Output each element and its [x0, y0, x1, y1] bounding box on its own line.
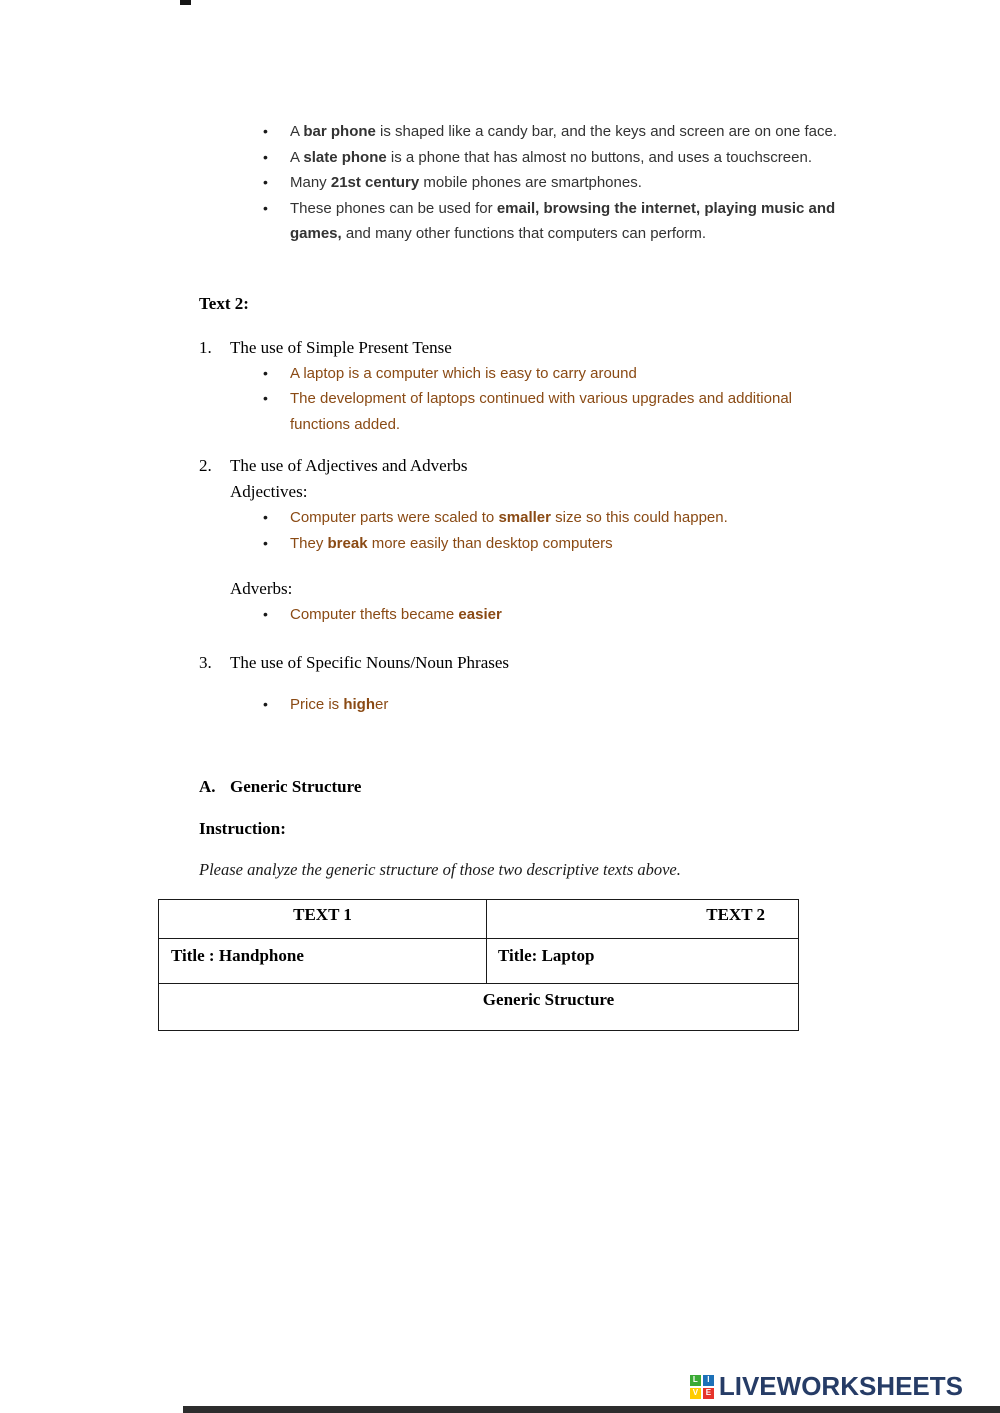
numbered-item-1 — [199, 335, 889, 361]
item-number: 2. — [199, 456, 212, 475]
bullet-text: Price is higher — [290, 695, 389, 713]
bullet-icon: • — [263, 509, 268, 525]
item-label: The use of Simple Present Tense — [230, 337, 452, 357]
bullet-text: Computer thefts became easier — [290, 606, 502, 623]
liveworksheets-wordmark: LIVEWORKSHEETS — [718, 1371, 963, 1401]
text2-heading: Text 2: — [199, 293, 249, 313]
bullet-text: The development of laptops continued with various upgrades and additional functions added. — [290, 390, 793, 433]
list-item — [262, 196, 847, 247]
bullet-icon: • — [263, 390, 268, 406]
logo-square-e: E — [703, 1388, 714, 1399]
list-item — [262, 505, 847, 531]
bullet-icon: • — [263, 148, 268, 165]
item-label: The use of Specific Nouns/Noun Phrases — [230, 652, 510, 672]
table-title-row — [159, 939, 798, 984]
bullet-icon: • — [263, 174, 268, 190]
bullet-icon: • — [263, 123, 268, 139]
list-item — [262, 170, 847, 196]
item-1-bullet-list — [262, 361, 847, 438]
numbered-item-2 — [199, 453, 889, 479]
logo-square-v: V — [690, 1388, 701, 1399]
logo-square-i: I — [703, 1375, 714, 1386]
bullet-icon: • — [263, 364, 268, 381]
page-edge-artifact-top — [180, 0, 191, 5]
bullet-text: Many 21st century mobile phones are smartphones. — [290, 174, 642, 191]
list-item — [262, 602, 847, 628]
item-label: The use of Adjectives and Adverbs — [230, 456, 468, 475]
list-item — [262, 119, 847, 145]
bullet-icon: • — [263, 695, 268, 712]
list-item — [262, 692, 847, 718]
liveworksheets-logo-icon — [690, 1375, 714, 1399]
item-number: 3. — [199, 652, 212, 672]
list-item — [262, 386, 847, 437]
intro-bullet-list — [262, 119, 847, 247]
bullet-text: A slate phone is a phone that has almost no buttons, and uses a touchscreen. — [290, 148, 812, 166]
table-header-text1: TEXT 1 — [159, 900, 487, 938]
adjectives-bullet-list — [262, 505, 847, 556]
item-number: 1. — [199, 337, 212, 357]
table-title-handphone: Title : Handphone — [159, 939, 487, 983]
instruction-text: Please analyze the generic structure of those two descriptive texts above. — [199, 860, 681, 879]
adverbs-label: Adverbs: — [230, 579, 293, 598]
bullet-text: Computer parts were scaled to smaller size so this could happen. — [290, 509, 728, 526]
section-title: Generic Structure — [230, 777, 362, 796]
section-letter: A. — [199, 777, 216, 796]
bullet-text: A bar phone is shaped like a candy bar, and the keys and screen are on one face. — [290, 123, 838, 140]
list-item — [262, 531, 847, 557]
bullet-text: These phones can be used for email, browsing the internet, playing music and games, and many other functions that computers can perform. — [290, 199, 836, 242]
table-generic-structure-row: Generic Structure — [482, 990, 615, 1009]
bullet-icon: • — [263, 606, 268, 622]
bullet-icon: • — [263, 199, 268, 216]
bullet-icon: • — [263, 534, 268, 551]
list-item — [262, 145, 847, 171]
logo-square-l: L — [690, 1375, 701, 1386]
table-header-row — [159, 900, 798, 939]
table-title-laptop: Title: Laptop — [498, 946, 595, 965]
item-3-bullet-list — [262, 692, 847, 718]
bullet-text: They break more easily than desktop computers — [290, 534, 613, 552]
instruction-label: Instruction: — [199, 819, 286, 838]
liveworksheets-brand-link[interactable] — [690, 1371, 963, 1402]
page-edge-artifact-bottom — [183, 1406, 1000, 1413]
adverbs-bullet-list — [262, 602, 847, 628]
adjectives-label: Adjectives: — [230, 482, 308, 501]
document-content — [171, 0, 889, 1031]
list-item — [262, 361, 847, 387]
table-header-text2: TEXT 2 — [706, 905, 765, 924]
numbered-item-3 — [199, 650, 889, 676]
section-a-heading — [199, 775, 889, 799]
generic-structure-table — [158, 899, 799, 1031]
bullet-text: A laptop is a computer which is easy to carry around — [290, 364, 637, 382]
